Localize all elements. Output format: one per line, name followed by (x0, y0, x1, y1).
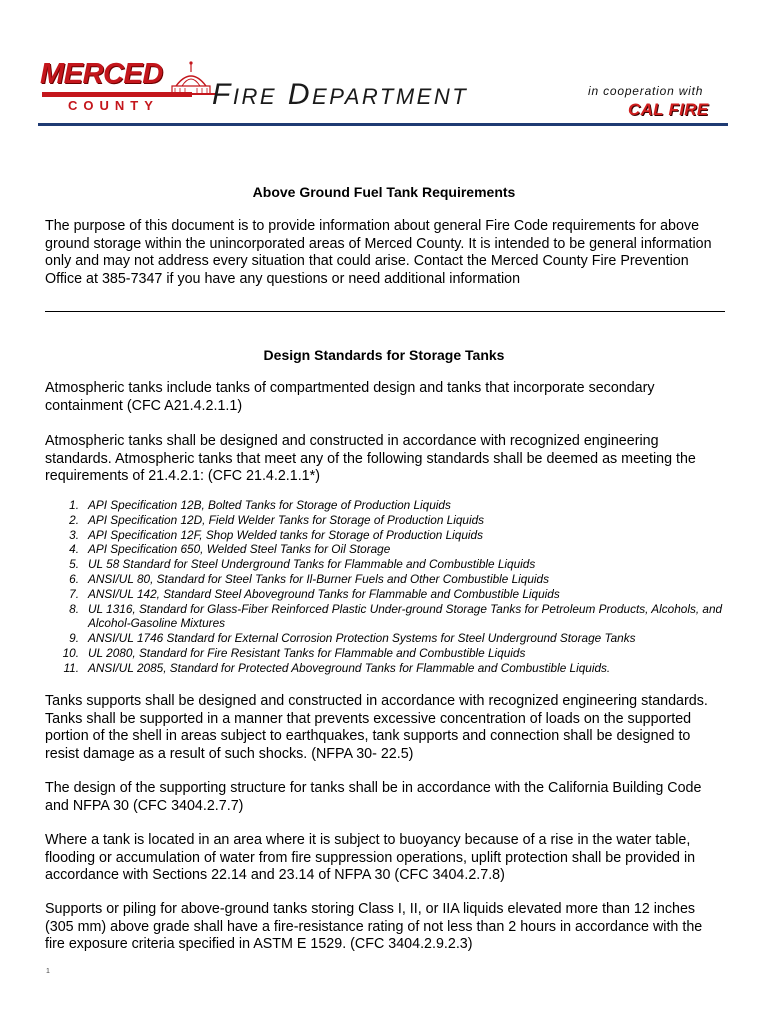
list-item: 4. API Specification 650, Welded Steel Tanks for Oil Storage (69, 542, 391, 557)
logo-county-text: COUNTY (68, 98, 159, 113)
intro-paragraph: The purpose of this document is to provide information about general Fire Code requirements for above ground storage within the unincorporated areas of Merced County. It is intended to be general information only and may not address every situation that could arise. Contact the Merced County Fire Prevention Office at 385-7347 if you have any questions or need additional information (45, 218, 712, 287)
list-item: 2. API Specification 12D, Field Welder Tanks for Storage of Production Liquids (69, 512, 485, 527)
paragraph-design-standards: Atmospheric tanks shall be designed and constructed in accordance with recognized engineering standards. Atmospheric tanks that meet any of the following standards shall be deemed as meeting the requirements of 21.4.2.1: (CFC 21.4.2.1.1*) (45, 433, 696, 484)
list-item: 6. ANSI/UL 80, Standard for Steel Tanks for Il-Burner Fuels and Other Combustible Liquids (69, 571, 549, 586)
logo-merced-text: MERCED (40, 58, 163, 90)
page-number: 1 (46, 968, 50, 975)
list-item: 9. ANSI/UL 1746 Standard for External Corrosion Protection Systems for Steel Underground Storage Tanks (69, 631, 636, 646)
standards-list (55, 498, 735, 676)
logo-bar (42, 92, 192, 97)
department-title: FIRE DEPARTMENT (212, 78, 469, 111)
section-title: Design Standards for Storage Tanks (263, 347, 505, 363)
list-item: 8. UL 1316, Standard for Glass-Fiber Reinforced Plastic Under-ground Storage Tanks for Petroleum Products, Alcohols, and Alcohol-Gasoline Mixtures (69, 601, 723, 631)
list-item: 11. ANSI/UL 2085, Standard for Protected Aboveground Tanks for Flammable and Combustible Liquids. (63, 660, 611, 675)
paragraph-tank-supports: Tanks supports shall be designed and constructed in accordance with recognized engineering standards. Tanks shall be supported in a manner that prevents excessive concentration of loads on the supported portion of the shell in areas subject to earthquakes, tank supports and connection shall be designed to resist damage as a result of such shocks. (NFPA 30- 22.5) (45, 693, 708, 762)
section-divider (45, 311, 725, 312)
paragraph-supporting-structure: The design of the supporting structure for tanks shall be in accordance with the California Building Code and NFPA 30 (CFC 3404.2.7.7) (45, 780, 702, 814)
header-divider (38, 123, 728, 126)
list-item: 3. API Specification 12F, Shop Welded tanks for Storage of Production Liquids (69, 527, 483, 542)
list-item: 5. UL 58 Standard for Steel Underground Tanks for Flammable and Combustible Liquids (69, 557, 536, 572)
list-item: 10. UL 2080, Standard for Fire Resistant Tanks for Flammable and Combustible Liquids (62, 645, 526, 660)
list-item: 7. ANSI/UL 142, Standard Steel Aboveground Tanks for Flammable and Combustible Liquids (69, 586, 560, 601)
merced-county-logo (40, 58, 210, 120)
cooperation-text: in cooperation with (588, 84, 704, 98)
paragraph-supports-piling: Supports or piling for above-ground tanks storing Class I, II, or IIA liquids elevated more than 12 inches (305 mm) above grade shall have a fire-resistance rating of not less than 2 hours in accordance with the fire exposure criteria specified in ASTM E 1529. (CFC 3404.2.9.2.3) (45, 901, 703, 952)
cal-fire-logo: CAL FIRE (628, 100, 709, 119)
document-title: Above Ground Fuel Tank Requirements (252, 184, 516, 200)
list-item: 1. API Specification 12B, Bolted Tanks for Storage of Production Liquids (69, 498, 451, 512)
paragraph-atmospheric-tanks: Atmospheric tanks include tanks of compartmented design and tanks that incorporate secondary containment (CFC A21.4.2.1.1) (45, 380, 655, 414)
paragraph-buoyancy: Where a tank is located in an area where it is subject to buoyancy because of a rise in the water table, flooding or accumulation of water from fire suppression operations, uplift protection shall be provided in accordance with Sections 22.14 and 23.14 of NFPA 30 (CFC 3404.2.7.8) (45, 832, 696, 883)
